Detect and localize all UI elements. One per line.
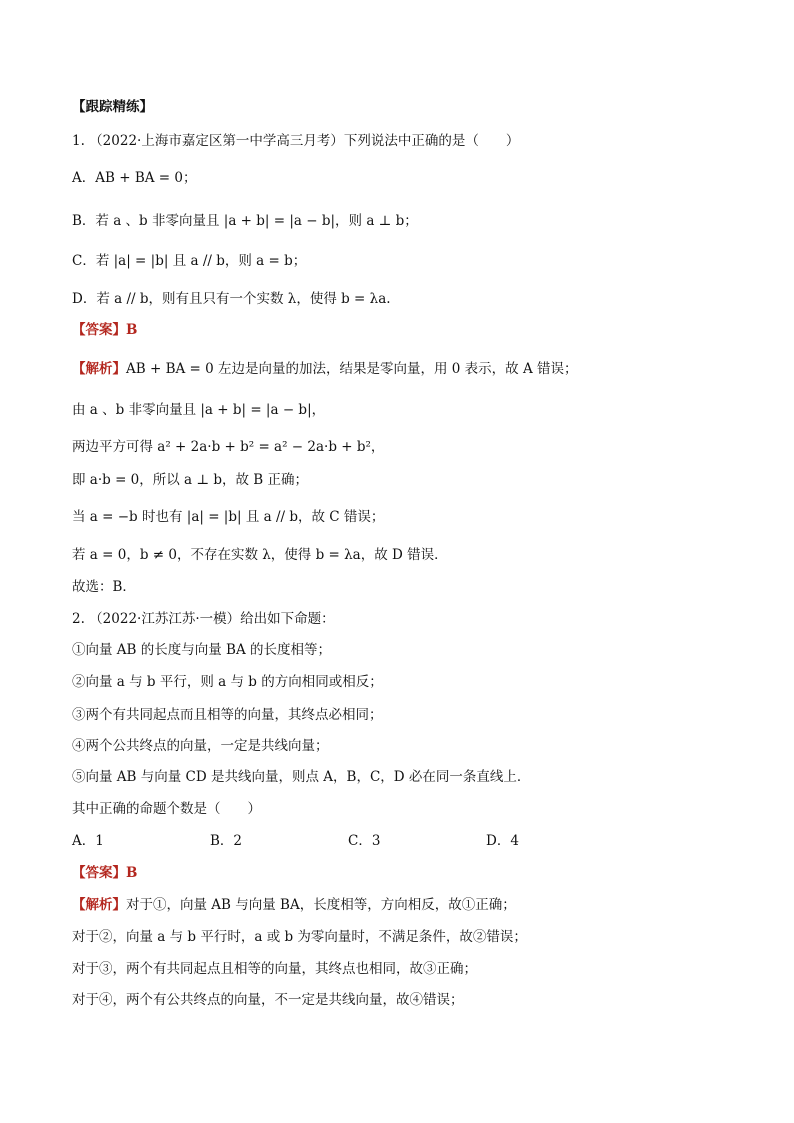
question-2-statement-3: ③两个有共同起点而且相等的向量，其终点必相同；: [72, 707, 383, 723]
question-2-analysis-line-4: 对于④，两个有公共终点的向量，不一定是共线向量，故④错误；: [72, 992, 464, 1008]
answer-value: B: [126, 322, 138, 338]
question-2-analysis-line-1: [72, 896, 754, 914]
question-1-analysis-line-2: 由 a 、b 非零向量且 |a + b| = |a − b|，: [72, 402, 326, 418]
choice-a: A．1: [72, 833, 104, 849]
question-2-answer: [72, 864, 754, 882]
question-2-question: 其中正确的命题个数是（ ）: [72, 801, 261, 817]
choice-d: D．4: [486, 833, 519, 849]
question-2-statement-2: ②向量 a 与 b 平行，则 a 与 b 的方向相同或相反；: [72, 674, 383, 690]
question-1-stem: 1. （2022·上海市嘉定区第一中学高三月考）下列说法中正确的是（ ）: [72, 133, 520, 149]
analysis-text: AB + BA = 0 左边是向量的加法，结果是零向量，用 0 表示，故 A 错误；: [126, 361, 578, 377]
section-title: 【跟踪精练】: [72, 99, 153, 115]
question-1-analysis-line-6: 若 a = 0，b ≠ 0，不存在实数 λ，使得 b = λa，故 D 错误．: [72, 547, 448, 563]
analysis-label: 【解析】: [72, 361, 126, 377]
question-2-statement-1: ①向量 AB 的长度与向量 BA 的长度相等；: [72, 642, 332, 658]
question-1-analysis-line-3: 两边平方可得 a² + 2a·b + b² = a² − 2a·b + b²，: [72, 439, 385, 455]
question-1-answer: [72, 321, 754, 339]
question-1-option-b: B．若 a 、b 非零向量且 |a + b| = |a − b|，则 a ⊥ b；: [72, 213, 418, 229]
question-1-option-d: D．若 a // b，则有且只有一个实数 λ，使得 b = λa.: [72, 291, 391, 307]
question-2-analysis-line-2: 对于②，向量 a 与 b 平行时，a 或 b 为零向量时，不满足条件，故②错误；: [72, 929, 527, 945]
choice-c: C．3: [348, 833, 381, 849]
question-1-option-a: A．AB + BA = 0；: [72, 170, 197, 186]
question-2-analysis-line-3: 对于③，两个有共同起点且相等的向量，其终点也相同，故③正确；: [72, 961, 477, 977]
question-1-analysis-line-5: 当 a = −b 时也有 |a| = |b| 且 a // b，故 C 错误；: [72, 509, 385, 525]
question-1-analysis-line-1: [72, 360, 754, 378]
analysis-text: 对于①，向量 AB 与向量 BA，长度相等，方向相反，故①正确；: [126, 897, 516, 913]
choice-b: B．2: [210, 833, 243, 849]
analysis-label: 【解析】: [72, 897, 126, 913]
question-2-statement-4: ④两个公共终点的向量，一定是共线向量；: [72, 738, 329, 754]
question-2-stem: 2. （2022·江苏江苏·一模）给出如下命题：: [72, 611, 335, 627]
question-2-statement-5: ⑤向量 AB 与向量 CD 是共线向量，则点 A，B，C，D 必在同一条直线上．: [72, 769, 531, 785]
answer-label: 【答案】: [72, 322, 126, 338]
question-1-conclusion: 故选：B．: [72, 579, 136, 595]
question-1-analysis-line-4: 即 a·b = 0，所以 a ⊥ b，故 B 正确；: [72, 472, 309, 488]
answer-label: 【答案】: [72, 865, 126, 881]
answer-value: B: [126, 865, 138, 881]
question-1-option-c: C．若 |a| = |b| 且 a // b，则 a = b；: [72, 253, 307, 269]
